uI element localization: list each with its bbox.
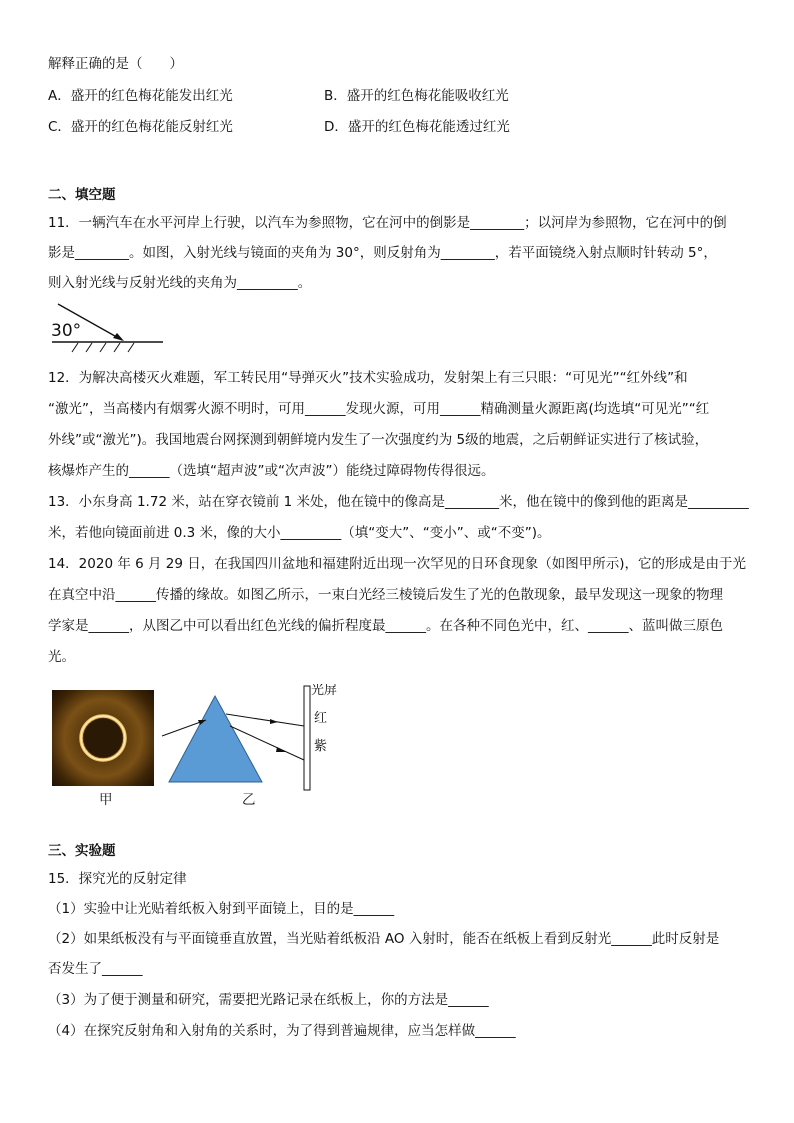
- q15-part-1: （1）实验中让光贴着纸板入射到平面镜上，目的是______: [48, 901, 395, 917]
- q14-line-1: 14．2020 年 6 月 29 日，在我国四川盆地和福建附近出现一次罕见的日环食现象（如图甲所示)，它的形成是由于光: [48, 556, 747, 572]
- q10-option-d: D．盛开的红色梅花能透过红光: [324, 119, 510, 135]
- q15-part-2: （2）如果纸板没有与平面镜垂直放置，当光贴着纸板沿 AO 入射时，能否在纸板上看到反射光______此时反射是: [48, 931, 720, 947]
- q11-mirror-figure: [48, 302, 168, 354]
- section-title-experiment: 三、实验题: [48, 843, 116, 859]
- q11-line-1: 11．一辆汽车在水平河岸上行驶，以汽车为参照物，它在河中的倒影是________；以河岸为参照物，它在河中的倒: [48, 215, 727, 231]
- prism-dispersion-figure: [160, 684, 360, 794]
- q15-title: 15．探究光的反射定律: [48, 871, 187, 887]
- q14-line-2: 在真空中沿______传播的缘故。如图乙所示，一束白光经三棱镜后发生了光的色散现象，最早发现这一现象的物理: [48, 587, 723, 603]
- q15-part-2-cont: 否发生了______: [48, 961, 143, 977]
- q11-line-2: 影是________。如图，入射光线与镜面的夹角为 30°，则反射角为________，若平面镜绕入射点顺时针转动 5°，: [48, 245, 717, 261]
- q12-line-2: “激光”，当高楼内有烟雾火源不明时，可用______发现火源，可用______精确测量火源距离(均选填“可见光”“红: [48, 401, 710, 417]
- q14-line-4: 光。: [48, 649, 75, 665]
- screen-label: 光屏: [311, 684, 338, 698]
- q12-line-1: 12．为解决高楼灭火难题，军工转民用“导弹灭火”技术实验成功，发射架上有三只眼：“可见光”“红外线”和: [48, 370, 688, 386]
- violet-ray-arrowhead: [276, 747, 286, 752]
- red-ray: [226, 714, 304, 726]
- red-label: 红: [314, 711, 328, 726]
- eclipse-ring: [52, 690, 154, 786]
- angle-label: 30°: [51, 321, 82, 341]
- triangular-prism: [169, 696, 262, 782]
- q13-line-1: 13．小东身高 1.72 米，站在穿衣镜前 1 米处，他在镜中的像高是________米，他在镜中的像到他的距离是_________: [48, 494, 749, 510]
- q10-option-a: A．盛开的红色梅花能发出红光: [48, 88, 233, 104]
- q14-line-3: 学家是______，从图乙中可以看出红色光线的偏折程度最______。在各种不同色光中，红、______、蓝叫做三原色: [48, 618, 723, 634]
- section-title-fill-in: 二、填空题: [48, 187, 116, 203]
- q12-line-4: 核爆炸产生的______（选填“超声波”或“次声波”）能绕过障碍物传得很远。: [48, 463, 495, 479]
- q10-option-b: B．盛开的红色梅花能吸收红光: [324, 88, 509, 104]
- q10-tail: 解释正确的是（ ）: [48, 56, 183, 72]
- q11-line-3: 则入射光线与反射光线的夹角为_________。: [48, 275, 312, 291]
- q10-option-c: C．盛开的红色梅花能反射红光: [48, 119, 233, 135]
- mirror-hatching: [72, 343, 134, 352]
- q13-line-2: 米，若他向镜面前进 0.3 米，像的大小_________（填“变大”、“变小”、或“不变”)。: [48, 525, 551, 541]
- q15-part-4: （4）在探究反射角和入射角的关系时，为了得到普遍规律，应当怎样做______: [48, 1023, 516, 1039]
- figure-b-caption: 乙: [242, 792, 256, 808]
- q15-part-3: （3）为了便于测量和研究，需要把光路记录在纸板上，你的方法是______: [48, 992, 489, 1008]
- ray-arrowhead: [113, 333, 124, 341]
- light-screen: [304, 686, 310, 790]
- figure-a-caption: 甲: [99, 792, 113, 808]
- q12-line-3: 外线”或“激光”)。我国地震台网探测到朝鲜境内发生了一次强度约为 5级的地震，之后朝鲜证实进行了核试验，: [48, 432, 709, 448]
- violet-label: 紫: [314, 739, 328, 754]
- annular-eclipse-photo: [52, 690, 154, 786]
